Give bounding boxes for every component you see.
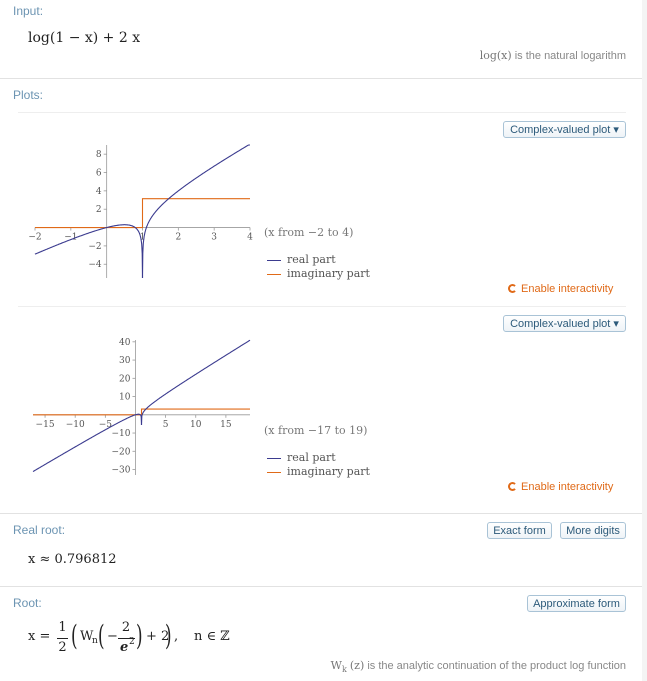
legend-imag-label: imaginary part xyxy=(287,267,370,280)
euler-e: e xyxy=(120,640,129,655)
y-tick-label: 20 xyxy=(119,374,131,385)
legend-real xyxy=(267,253,370,267)
x-tick-label: 15 xyxy=(220,419,232,430)
approximate-form-button[interactable]: Approximate form xyxy=(527,595,626,612)
legend-real-label: real part xyxy=(287,253,336,266)
complex-plot-dropdown-1[interactable]: Complex-valued plot ▾ xyxy=(503,121,626,138)
real-root-value: x ≈ 0.796812 xyxy=(28,552,117,567)
formula-lhs: x = xyxy=(28,629,51,644)
y-tick-label: 2 xyxy=(95,205,102,216)
note-argument: (z) xyxy=(349,659,365,672)
y-tick-label: −20 xyxy=(111,447,131,458)
legend-imag-swatch xyxy=(267,274,281,275)
real-part-line-right xyxy=(142,340,251,425)
legend-real-swatch xyxy=(267,260,281,261)
x-tick-label: −1 xyxy=(64,232,78,243)
x-tick-label: −10 xyxy=(65,419,85,430)
x-tick-label: −5 xyxy=(98,419,112,430)
legend-real-swatch xyxy=(267,458,281,459)
enable-interactivity-label: Enable interactivity xyxy=(521,481,614,493)
frac-numerator: 1 xyxy=(58,620,67,635)
legend-imag-label: imaginary part xyxy=(287,465,370,478)
plus-two: + 2 xyxy=(146,629,170,644)
note-function: log(x) xyxy=(479,49,512,62)
inner-close-paren: ) xyxy=(136,619,143,652)
y-tick-label: 6 xyxy=(95,168,102,179)
x-tick-label: 10 xyxy=(190,419,202,430)
lambert-w-subscript: n xyxy=(92,636,98,646)
y-tick-label: 4 xyxy=(95,186,102,197)
plot2-range: (x from −17 to 19) xyxy=(264,424,368,437)
real-root-pod-title: Real root: xyxy=(13,523,66,537)
input-expression: log(1 − x) + 2 x xyxy=(28,30,141,46)
legend-imag-swatch xyxy=(267,472,281,473)
subdivider xyxy=(18,112,626,113)
note-text: is the natural logarithm xyxy=(514,50,626,62)
plot-2[interactable] xyxy=(25,335,260,480)
enable-interactivity-1[interactable] xyxy=(508,283,613,295)
plot1-range: (x from −2 to 4) xyxy=(264,226,354,239)
plot-1[interactable] xyxy=(25,140,260,280)
legend-imag xyxy=(267,465,370,479)
formula-comma: , xyxy=(174,629,179,644)
root-pod-title: Root: xyxy=(13,596,42,610)
close-paren: ) xyxy=(165,619,172,652)
note-subscript: k xyxy=(341,665,347,675)
swirl-icon xyxy=(508,482,517,491)
input-pod-title: Input: xyxy=(13,4,44,18)
lambert-w: W xyxy=(80,629,94,644)
divider xyxy=(0,513,642,514)
y-tick-label: 40 xyxy=(119,337,131,348)
plot2-legend xyxy=(267,451,370,479)
y-tick-label: −4 xyxy=(88,260,102,271)
y-tick-label: −2 xyxy=(88,241,102,252)
x-tick-label: 4 xyxy=(247,232,253,243)
plot1-legend xyxy=(267,253,370,281)
inner-open-paren: ( xyxy=(98,619,105,652)
more-digits-button[interactable]: More digits xyxy=(560,522,626,539)
open-paren: ( xyxy=(71,619,78,652)
note-text: is the analytic continuation of the product log function xyxy=(367,660,626,672)
complex-plot-dropdown-2[interactable]: Complex-valued plot ▾ xyxy=(503,315,626,332)
legend-real-label: real part xyxy=(287,451,336,464)
x-tick-label: −2 xyxy=(28,232,42,243)
x-tick-label: −15 xyxy=(35,419,55,430)
y-tick-label: 8 xyxy=(95,150,102,161)
exact-form-button[interactable]: Exact form xyxy=(487,522,552,539)
scrollbar-edge[interactable] xyxy=(642,0,647,681)
y-tick-label: 10 xyxy=(119,392,131,403)
legend-imag xyxy=(267,267,370,281)
divider xyxy=(0,586,642,587)
x-tick-label: 5 xyxy=(162,419,169,430)
inner-numerator: 2 xyxy=(121,620,131,635)
divider xyxy=(0,78,642,79)
input-note xyxy=(480,49,626,62)
real-part-line-right xyxy=(143,145,251,278)
x-tick-label: 1 xyxy=(139,232,146,243)
imaginary-part-line xyxy=(33,409,250,415)
root-note xyxy=(331,659,626,674)
fraction-bar xyxy=(57,638,68,639)
y-tick-label: −10 xyxy=(111,429,131,440)
x-tick-label: 3 xyxy=(211,232,218,243)
y-tick-label: −30 xyxy=(111,465,131,476)
imaginary-part-line xyxy=(35,199,250,228)
swirl-icon xyxy=(508,284,517,293)
x-tick-label: 2 xyxy=(175,232,182,243)
note-function: W xyxy=(330,659,342,672)
formula-domain: n ∈ ℤ xyxy=(194,629,230,644)
enable-interactivity-label: Enable interactivity xyxy=(521,283,614,295)
inner-minus: − xyxy=(107,629,118,644)
plots-pod-title: Plots: xyxy=(13,88,44,102)
subdivider xyxy=(18,306,626,307)
enable-interactivity-2[interactable] xyxy=(508,481,613,493)
y-tick-label: 30 xyxy=(119,356,131,367)
euler-e-exponent: 2 xyxy=(129,637,135,647)
frac-denominator: 2 xyxy=(58,640,67,655)
legend-real xyxy=(267,451,370,465)
